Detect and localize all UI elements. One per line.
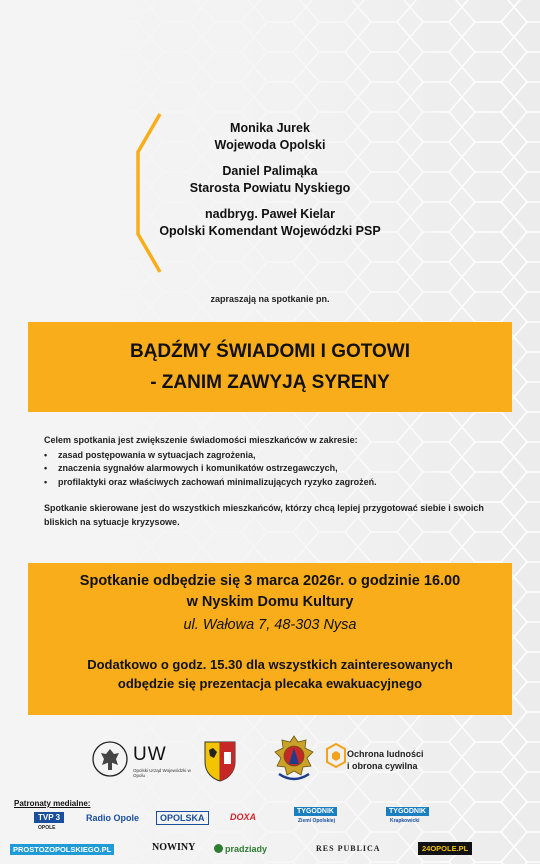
ochrona-line-1: Ochrona ludności (347, 749, 424, 759)
tvp3-subtitle: OPOLE (38, 825, 56, 831)
venue-line: w Nyskim Domu Kultury (186, 594, 354, 610)
ochrona-logo-text (347, 748, 424, 772)
uw-logo-text: UW (133, 744, 167, 765)
audience-text: Spotkanie skierowane jest do wszystkich mieszkańców, którzy chcą lepiej przygotować siebie i swoich bliskich na sytuacje kryzysowe. (44, 503, 484, 527)
radio-opole-logo: Radio Opole (86, 813, 140, 823)
pradziady-text: pradziady (225, 844, 268, 854)
ochrona-line-2: i obrona cywilna (347, 761, 418, 771)
tygodnik-ziemi-opolskiej-logo: TYGODNIK (294, 807, 337, 816)
host-name: Monika Jurek (230, 121, 310, 135)
event-title-line-1: BĄDŹMY ŚWIADOMI I GOTOWI (129, 341, 411, 362)
powiat-crest-icon (203, 740, 237, 782)
tygodnik-ziemi-opolskiej-subtitle: Ziemi Opolskiej (298, 818, 335, 824)
host-role: Opolski Komendant Wojewódzki PSP (159, 224, 381, 238)
event-goal (44, 434, 504, 529)
goal-bullet: • zasad postępowania w sytuacjach zagrożenia, (44, 449, 504, 463)
event-title-line-2: - ZANIM ZAWYJĄ SYRENY (150, 372, 390, 393)
tygodnik-krapkowicki-logo: TYGODNIK (386, 807, 429, 816)
nowiny-logo: NOWINY (152, 842, 196, 853)
invite-text: zapraszają na spotkanie pn. (210, 294, 330, 304)
host-role: Starosta Powiatu Nyskiego (189, 181, 351, 195)
goal-bullet: • profilaktyki oraz właściwych zachowań minimalizujących ryzyko zagrożeń. (44, 476, 504, 490)
address-line: ul. Wałowa 7, 48-303 Nysa (183, 617, 357, 633)
hosts-list (140, 120, 400, 249)
prostozopolskiego-logo: PROSTOZOPOLSKIEGO.PL (10, 844, 114, 855)
tygodnik-krapkowicki-subtitle: Krapkowicki (390, 818, 420, 824)
goal-bullet: • znaczenia sygnałów alarmowych i komunikatów ostrzegawczych, (44, 462, 504, 476)
goal-bullets (44, 449, 504, 490)
host-1 (140, 120, 400, 154)
ochrona-logo-icon (325, 742, 347, 776)
res-publica-logo: RES PUBLICA (316, 844, 381, 853)
pradziady-icon (214, 844, 223, 853)
pradziady-logo (214, 844, 267, 854)
goal-intro: Celem spotkania jest zwiększenie świadomości mieszkańców w zakresie: (44, 435, 358, 445)
host-name: nadbryg. Paweł Kielar (205, 207, 335, 221)
media-patrons-label: Patronaty medialne: (14, 799, 91, 808)
uw-logo-subtitle: Opolski Urząd Wojewódzki w Opolu (133, 768, 191, 778)
opolska-logo: OPOLSKA (156, 811, 209, 825)
host-name: Daniel Palimąka (222, 164, 318, 178)
doxa-logo: DOXA (230, 812, 257, 822)
extra-info-line-1: Dodatkowo o godz. 15.30 dla wszystkich zainteresowanych (87, 657, 453, 672)
24opole-logo: 24OPOLE.PL (418, 842, 472, 855)
extra-info-line-2: odbędzie się prezentacja plecaka ewakuacyjnego (117, 676, 423, 691)
psp-emblem-icon (271, 734, 317, 786)
host-2 (140, 163, 400, 197)
uw-eagle-icon (91, 740, 129, 778)
event-details-banner (28, 563, 512, 715)
event-title-banner (28, 322, 512, 412)
tvp3-logo: TVP 3 (34, 812, 64, 823)
date-time-line: Spotkanie odbędzie się 3 marca 2026r. o godzinie 16.00 (79, 573, 461, 589)
media-patrons-logos (0, 806, 540, 864)
host-3 (140, 206, 400, 240)
organizer-logos (85, 734, 485, 790)
host-role: Wojewoda Opolski (214, 138, 326, 152)
